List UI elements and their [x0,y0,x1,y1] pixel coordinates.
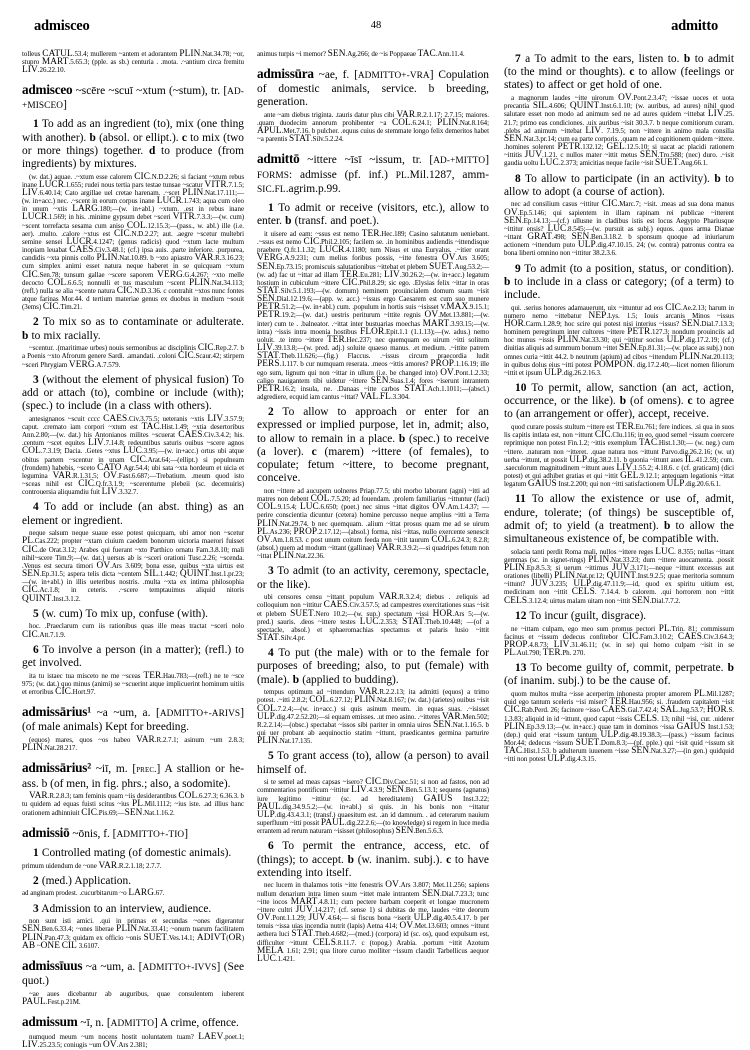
sense-definition: 11 To allow the existence or use of, admit, endure, tolerate; (of things) be susceptible of, admit of; to yield (a treatment). b to allow the simultaneous existence of, be compatible with. [504,493,734,545]
sense-definition: 8 To allow to participate (in an activity). b to allow to adopt (a course of action). [504,172,734,198]
dictionary-entry-headword: admissūra ~ae, f. [ADMITTO+-VRA] Copulation of domestic animals, service. b breeding, generation. [257,65,489,109]
sense-definition: 2 To mix so as to contaminate or adulterate. b to mix racially. [22,316,244,342]
sense-definition: 7 a To admit to the ears, listen to. b to admit (to the mind or thoughts). c to allow (feelings or states) to affect or get hold of one. [504,53,734,92]
citation-block: non sunt isti amici. .qui in primas et secundas ~ones digerantur SEN.Ben.6.33.4; ~ones liberae PLIN.Nat.33.41; ~onum tuarum facilitatem PLIN.Pan.47.3; quidam ex officio ~onis SUET.Ves.14.1; ADIVT(OR) AB ~ONE CIL 3.6107. [22,917,244,951]
citation-block: numquod meum ~um nocens hostit uoluntatem tuam? LAEV.poet.1; LIV.25.23.5; coniugis ~um OV.Ars 2.381; [22,1031,244,1050]
column-2 [257,48,490,964]
sense-definition: 10 To permit, allow, sanction (an act, action, occurrence, or the like). b (of omens). c to agree to (an arrangement or offer), accept, receive. [504,382,735,421]
citation-block: quod curare possis stultum ~ittere est TER.Eu.761; fere indices. .si qua in suos lis capitis intlata est, non ~ittunt CIC.Clu.116; in eo, quod semel ~issum coercere reprimique non potest Fin.1.2; ~ittis exemplum TAC.Hist.1.30;— (w. neg.) cum ~ittere. .naturam non ~itteret. .quae natura nos ~ittunt Parvo.dig.26.2.16; (w. ut) uerba ~ittunt, ut possit ULP.dig.38.2.11. b quonia ~ittunt aues IL.41.2.59; cum. .saeculorum magnitudinem ~ittunt aues LIV.1.55.2; 4.18.6. c (cf. graticam) (dici potest) et qui adhibet gratias et qui ~ittit GEL.9.12.1; antequam legationis ~ittat legatum GAIUS Inst.2.200; qui non ~itti satisfactionem ULP.dig.20.6.6.1. [504,422,735,490]
running-head [34,18,718,40]
citation-block: it uisere ad eam: ~ssus est nemo TER.Hec.189; Casino salutatum ueniebant. .~ssus est nemo CIC.Phil.2.105; facilem se. .in hominibus audiendis ~ittendisque praebere Q.fr.1.1.32; LUCR.4.1180; tum Nisus et una Euryalus. .~itier orant VERG.A.9.231; cum melius foribus possis, ~itte fenestra OV.Ars 3.605; SEN.Ep.73.15; promiscuis salutationibus ~ittebat et plebem SUET.Aug.53.2;—(w. ad) fac ut ~ittar ad illam TER.Eu.281; LIV.30.26.2;—(w. in+acc.) legatum hostium in cubiculum ~ittere CIC.Phil.8.29; sic ego. .Elysias felix ~ittar in oras STAT.Silv.5.1.193;—(w. domum) neminem prouincialem domum suam ~isit SEN.Dial.12.19.6;—(app. w. acc.) ~issus ergo Caesarem est cum suo munere PETR.51.2;—(w. in+abl.) cum. .populum in hortis suis ~isisset V.MAX.9.15.1; PETR.19.2;—(w. dat.) uestris periturum ~ittite regnis OV.Met.13.881;—(w. inter) cum te . .balneator. .~ittat inter bustuarias moechas MART.3.93.15;—(w. intra) ~issis intra moenia hostibus FLOR.Epit.1.1 (1.1.13);—(w. adus.) nemo uoluit. .te intro ~ittere TER.Hec.237; nec quemquam eo uirum ~itti solitum LIV.39.13.8;—(w. pred. adj.) soluite quaeso manus. .et medium. .~ittite patrem STAT.Theb.11.626;—(fig.) Flaccus. .~issus circum praecordia ludit PERS.1.117. b cur numquam reserata. .meos ~ittis amores? PROP.1.16.19; ille ego sum, lignum qui non ~ittar in ullum (i.e. be changed into) OV.Pont.1.2.33; caligo nauigantem tibi uidetur ~ittere SEN.Suas.1.4; fores ~iserunt intrantem PETR.16.2; insula, ne. .Danaas ~itte carbos STAT.Ach.1.1011;—(abscl.) adgrediere, ecquid iam cantus ~ittat? VAL.FL.3.304. [257,228,490,403]
citation-block: ante ~am diebus triginta. .tauris datur plus cibi VAR.R.2.1.17; 2.7.15; maiores. .quam duodecim annorum prohibenter ~a COL.6.24.1; PLIN.Nat.8.164; APUL.Met.7.16. b pulcher. .equus cuius de stemmate longo felix demeritos habet ~a parentis STAT.Silv.5.2.24. [257,109,489,145]
citation-block: antesignanos ~scuit cccc CAES.Civ.3.75.5; ueteranis ~xtis LIV.3.57.9; caput. .cremato iam corpori ~xtum est TAC.Hist.1.49; ~xtia desertoribus Ann.2.80;—(w. dat.) his Antonianos milites ~scuerat CAES.Civ.3.4.2; his. .centum ~scet equites LIV.7.14.8; redeuntibus saturis ouibus ~scere agnos COL.7.3.19; Dacia. .Getes ~xtus LUC.3.95;—(w. in+acc.) ortus ubi atque obitus partem ~scentur in unam CIC.Arat.64;—(ellipt.) si populneam (frondem) habebis, ~sceto CATO Agr.54.4; ubi sata ~xta hordeum et uicia et legumina VAR.R.1.31.5; OV.Fast.6.687;—Trebatium. .meum quod isto ~sceas nihil est CIC.Q.fr.3.1.9; ~scerenturne plebeii (sc. decemuiris) controuersia aliquamdiu fuit LIV.3.32.7. [22,413,244,498]
sense-definition: 6 To involve a person (in a matter); (refl.) to get involved. [22,643,244,669]
dictionary-entry-headword: admittō ~ittere ~īsī ~issum, tr. [AD-+MITTO] FORMS: admisse (pf. inf.) PL.Mil.1287, amm- SIC.FL.agrim.p.99. [257,151,489,195]
sense-definition: 13 To become guilty of, commit, perpetrate. b (of inanim. subj.) to be the cause of. [504,662,734,688]
column-1 [12,48,245,1050]
sense-definition: 4 To add or include (an abst. thing) as an element or ingredient. [22,501,244,527]
citation-block: si te semel ad meas capsas ~isero? CIC.Div.Caec.51; si non ad fastos, non ad commentarios pontificum ~ittitur LIV.4.3.9; SEN.Ben.5.13.1; sequens (agnatus) iure legitimo ~ittitur (sc. ad hereditatem) GAIUS Inst.3.22; PAUL.dig.34.9.5.2;—(w. in+abl.) si quis. .in his bonis non ~ittatur ULP.dig.43.4.3.1; (transf.) quaesitum est. .an id damnum. . ad ceterarum nauium superfluum ~itti possit PAUL.dig.22.2.6;—(to knowledge) si regem in luce media errantem ad rerum naturam ~isisset (philosophus) SEN.Ben.5.6.3. [257,777,489,837]
sense-definition: 5 (w. cum) To mix up, confuse (with). [33,607,208,620]
sense-definition: 6 To permit the entrance, access, etc. of (things); to accept. b (w. inanim. subj.). c to have extending into itself. [257,840,489,879]
dictionary-entry-headword: admissiō ~ōnis, f. [ADMITTO+-TIO] [22,824,189,840]
sense-definition: 4 To put (the male) with or to the female for purposes of breeding; also, to put (female) with (male). b (applied to budding). [257,647,489,686]
citation-block: ad anginam prodest. .cucurbitarum ~o LARG.67. [22,888,165,899]
column-3 [502,48,734,953]
citation-block: nec lucem in thalamos totis ~itte fenestris OV.Ars 3.807; Met.11.256; sapiens nullum denarium intra limen suum ~ittet male intrantem SEN.Dial.7.23.3; tunc ~itte iocos MART.4.8.11; cum pectere barbam coeperit et longae mucronem ~ittere cultri JUV.14.217; (cf. sense 1) si dubitas de me, laudes ~itte deorum OV.Pont.1.1.29; JUV.4.64;— si fiscus bona ~iserit ULP.dig.40.5.4.17. b per tenuis ~issa uias incendia nutrit (lapis) Aetna 414; OV.Met.13.603; omnes ~ittunt aethera luci STAT.Theb.4.682;—(med.) (corpora) id (sc. os), quod expulsum est, difficulter ~ittunt CELS.8.11.7. c (topog.) Arabia. .portum ~ittit Azotum MELA 1.61; 2.91; qua litore curuo molliter ~issum claudit Tarbellicus aequor LUC.1.421. [257,880,490,964]
sense-definition: 1 To add as an ingredient (to), mix (one thing with another). b (absol. or ellipt.). c to mix (two or more things) together. d to produce (from ingredients) by mixtures. [22,118,245,170]
citation-block: primum uidendum de ~one VAR.R.2.1.18; 2.7.7. [22,860,162,871]
dictionary-entry-headword: admissum ~ī, n. [ADMITTO] A crime, offence. [22,1014,239,1030]
sense-definition: 9 To admit (to a position, status, or condition). b to include in a class or category; (of a term) to include. [504,262,734,301]
citation-block: (w. dat.) aquae. .~xtum esse calorem CIC.N.D.2.26; si faciant ~xtum rebus inane LUCR.1.655; rudei nous tertia pars testae tunsae ~scatur VITR.7.1.5; LIV.6.40.14; Cato argillae uel cretae harenam. .~scet PLIN.Nat.17.111;—(w. in+acc.) nec. .~scent in eorum corpus inane LUCR.1.743; aqua cum oleo in unum ~xtis LARG.180;—(w. in+abl.) ~xtum. .est in rebus inane LUCR.1.569; in his. .minime gypsum debet ~sceri VITR.7.3.3;—(w. cum) ~scent torrefacta sesama cum aniso COL.12.15.3;—(pass., w. abl.) ille (i.e. aer). .multo. .calore ~xtus est CIC.N.D.2.27; aut. .aegre ~scetur multebri semine sensei LUCR.4.1247; (genus radicis) quod ~xtum lacte multum inopiam leuabat CAES.Civ.3.48.1; (cf.) ipsa auis. .parte inferiore. .purpurea, candidis ~xta pinnis collo PLIN.Nat.10.89. b ~xto apiastro VAR.R.3.16.23; cum simplex animi esset natura neque haberet in se quicquam ~xtum CIC.Sen.78; tunsum gallae ~scere saporem VERG.G.4.267; ~xto melle decocto COL.6.6.5; nonnulli et tus masculum ~scent PLIN.Nat.34.113; (refl.) nulla se alia ~scente natura CIC.N.D.3.36. c contrahit ~xtos nunc fontes atque farinas Mor.44. d tertium materiae genus ex duobus in medium ~souit (3ems) CIC.Tim.21. [22,171,245,313]
citation-block: ~scentur. .(maritimae urbes) nouis sermonibus ac disciplinis CIC.Rep.2.7. b a Poenis ~xto Afrorum genere Sardi. .amandati. .coloni CIC.Scaur.42; stirpem ~sceri Phrygiam VERG.A.7.579. [22,343,244,370]
citation-block: animus turpis ~i memor? SEN.Ag.266; de ~is Poppaeae TAC.Ann.11.4. [257,48,465,59]
sense-definition: 2 (med.) Application. [33,874,132,887]
sense-definition: 3 To admit (to an activity, ceremony, spectacle, or the like). [257,565,489,591]
citation-block: non ~ittere ad aucupem uolneres Priap.77.5; ubi morbo laborant (agni) ~itti ad matres non debent COL.7.5.20; ad fouendam. .prolem familiarius ~ittuntur (faci) COL.9.15.4; LUC.6.650; (poet.) nec sinus ~ittat digitos OV.Am.1.4.37; —perire conscientia dicuntur (cetera) homine percusso neque amplius ~itti a Terra PLIN.Nat.29.74. b nec quemquam. .alium ~ittat prosus quam me ad se uirum PL.As.236; PROP.2.17.12;—(absol.) forma, nisi ~ittas, nullo exercente senescit OV.Am.1.8.53. c post unum coitum feeda non ~ittit taurum COL.6.24.3; 8.2.8; (absol.) quem ad modum ~ittant (gallinae) VAR.R.3.9.2;—si quadripes fetum non ~ittat PLIN.Nat.22.36. [257,486,490,562]
citation-block: a magnorum laudes ~itte uirorum OV.Pont.2.3.47; ~issae uoces et uota precantia SIL.4.606; QUINT.Inst.6.1.10; (w. auribus, ad aures) nihil quod salutare esset non modo ad animum sed ne ad aures quidem ~ittebat LIV.25. 21.7; primo eas condiciones. .uix auribus ~isit 30.3.7. b neque comitiorum curam. .plebs ad animum ~ittebat LIV. 7.19.5; non ~ittere in animo mala consilia SEN.Nat.3.pr.14; cum ea parte corporis. .quam ne ad cognitionem quidem ~ittere. .homines solerent PETR.132.12; GEL.12.5.10; si uacat ac placidi rationem ~ittitis JUV.1.21. c nullos mater ~ittit metus SEN.Tro.588; (nec) duro. .~isit gaudia uoltu LUC.2.373; amicitias neque facile ~isit SUET.Aug.66.1. [504,93,735,169]
page-number: 48 [370,20,382,31]
sense-definition: 5 To grant access (to), allow (a person) to avail himself of. [257,750,489,776]
sense-definition: 1 Controlled mating (of domestic animals). [33,846,232,859]
sense-definition: 1 To admit or receive (visitors, etc.), allow to enter. b (transf. and poet.). [257,202,489,228]
sense-definition: 3 Admission to an interview, audience. [33,902,212,915]
running-head-right: admitto [671,18,718,34]
dictionary-entry-headword: admissīuus ~a ~um, a. [ADMITTO+-IVVS] (See quot.) [22,957,244,988]
citation-block: quom multos multa ~isse acerperim inhonesta propter amorem PL.Mil.1287; quid ego tantum sceleris ~isi miser? TER.Hau.956; si. .fraudem capitalem ~isit CIC.Rab.Perd. 26; facinore ~isso CAES.Gal.7.42.4; SAL.Jug.53.7; HOR.S. 1.3.83; aliquid in id ~ittunt, quod caput ~issis CELS. 13; nihil ~isi, cur. .uiderer PLIN.Ep.3.9.13;—(w. in+acc.) quae tam in dominos ~issa GAIUS Inst.1.53; (dep.) quid erat ~issum tantum ULP.dig.48.19.38.3;—(pass.) ~issum facinus Mor.44; dedecus ~issum SUET.Dom.8.3;—(pf. pple.) qui ~isit quid ~issum sit TAC.Hist.1.53. b adulterum iuuenem ~isse SEN.Nat.3.27;—(in gen.) quidquid ~itti non potest ULP.dig.4.3.15. [504,689,734,765]
citation-block: ~ae aues dicebantur ab auguribus, quae consulentem iuberent PAUL.Fest.p.21M. [22,989,244,1007]
citation-block: qui. .serius honores adamauerunt, uix ~ittuntur ad eos CIC.Ae.2.13; harum in numero nemo ~ittebatur NEP.Lys. 1.5; Iouis arcanis Minos ~issus HOR.Carm.1.28.9; hoc scire qui potest nisi interius ~issus? SEN.Dial.7.13.3; hominem peregrinum inter cultores ~ittere PETR.127.3; nondum prouinciis ad hoc munus ~issis PLIN.Nat.33.30; qui ~ittitur socius ULP.dig.17.2.19; (cf.) diuitias aliquis ad summum bonum ~ittet SEN.Ep.81.31;—(w. place as subj.) non omnes curia ~ittit 44.2. b neutrum (apium) ad cibos ~ittendum PLIN.Nat.20.113; in quibus dolus eius ~itti potest POMPON. dig.17.2.40;—licet nomen filiorum ~ittit et ipsum ULP.dig.26.2.16.3. [504,302,734,378]
citation-block: ne ~ittam culpam, ego meo sum promus pectori PL.Trin. 81; commissum facinus et ~issum dedecus confitebor CIC.Fam.3.10.2; CAES.Civ.3.64.3; PROP.4.8.73; LIV.31.46.11; (w. in se) qui homo culpam ~isit in se PL.Aul.790; TER.Ph. 270. [504,623,735,658]
citation-block: solacia tanti perdit Roma mali, nullos ~ittere reges LUC. 8.355; nullas ~ittant gemmas (sc. in signet-rings) PLIN.Nat.33.23; dum ~ittere auocamenta. .possit PLIN.Ep.8.5.3; si uerum ~ittimus JUV.3.171;—neque ~ittunt excessus aut orationes (libelli) PLIN.Nat.pr.12; QUINT.Inst.9.2.5; quae meritoria somnum ~ittunt? JUV.3.235; ULP.dig.47.11.9;—id, quod ex spiritu uitium est, medicinam non ~ittit CELS. 7.14.4. b calorem. .qui horrorem non ~ittit CELS.3.12.4; uirtus malam uitam non ~ittit SEN.Dial.7.7.2. [504,546,735,606]
citation-block: hoc. .Praeclarum cum iis rationibus quas ille meas tractat ~sceri nolo CIC.Att.7.1.9. [22,622,244,640]
dictionary-entry-headword: admisceo ~scēre ~scuī ~xtum (~stum), tr. [AD-+MISCEO] [22,81,244,112]
running-head-left: admisceo [34,18,90,34]
citation-block: VAR.R.2.8.3; tam feminis quam ~iis desiderantibus COL.6.27.3; 6.36.3. b tu quidem ad equas fuisti scitus ~ius PL.Mil.1112; ~ius iste. .ad illius hanc orationem adhinniuit CIC.Pis.69;—SEN.Nat.1.16.2. [22,791,244,818]
citation-block: tolleus CATUL.53.4; mullerem ~antem et adorantem PLIN.Nat.34.78; ~or, stupro MART.5.65.3; (pple. as sb.) centuria . .mota. .~antium circa fremitu LIV.26.22.10. [22,48,245,75]
dictionary-entry-headword: admissārius² ~iī, m. [prec.] A stallion or he-ass. b (of men, in fig. phrs.; also, a sodomite). [22,760,244,790]
citation-block: tempus optimum ad ~ittendum VAR.R.2.2.13; ita admitti (equos) a trimo potest. .~itti 2.8.2; COL.6.27.12; PLIN.Nat.8.167; (w. dat.) (arietes) ouibus ~isit COL.7.2.4;—(w. in+acc.) si quis asinum meum. .in equas suas. .~isisset ULP.dig.47.2.52.20;—si equam emisses. .ut meo asino. .~itteres VAR.Men.502; R.2.2.14;—(obsc.) spectabat ~issos sibi pariter in omnia uiros SEN.Nat.1.16.5. b qui uer probant ab aequinoctio statim ~ittunt, praedicantes germina parturire PLIN.Nat.17.135. [257,687,490,747]
citation-block: neque salsum neque suaue esse potest quicquam, ubi amor non ~scetur PL.Cas.222; propter ~xtam ciuium caedem bonorum uictoria maerori fuisset CIC.de Orat.3.12; Arabes qui fuerant ~xto Parthico ornatu Fam.3.8.10; mali nihil~scere Tim.9;—(w. dat.) uersus ab is ~sceri orationi Tusc.2.26; ~scenda. .Venus est secura timori OV.Ars 3.609; bona esse, quibus ~xta uirtus est SEN.Ep.31.5; aspera telis dicta ~centem SIL.1.442; QUINT.Inst.1.pr.23;—(w. in+abl.) in illis ueteribus nostris. .multa ~xta ex intima philosophia CIC.Ac.1.8; in ceteris. .~scere temptauimus aliquid nitoris QUINT.Inst.3.1.2. [22,529,244,604]
citation-block: ubi censores censu ~ittant populum VAR.R.3.2.4; diebus . .reliquis ad colloquium non ~ittitur CAES.Civ.3.57.5; ad campestres exercitationes suas ~isit et plebem SUET.Nero 10.2;—(w. sup.) spectatum ~issi HOR.Ars 5;—(w. pred.) sauris. .deos ~ittere testes LUC.2.353; STAT.Theb.10.448; —(of a spectacle, absol.) et sphaeromachias spectamus et palaris lusio ~ittit STAT.Silv.4.pr. [257,592,490,643]
citation-block: ita tu istaec tua misceto ne me ~sceas TER.Hau.783;—(refl.) ne te ~sce 975; (w. dat.) quo minus (animi) se ~scuerint atque implicuerint hominum uitiis et erroribus CIC.Hort.97. [22,670,245,697]
dictionary-entry-headword: admissārius¹ ~a ~um, a. [ADMITTO+-ARIVS] (of male animals) Kept for breeding. [22,704,244,734]
columns-container [12,48,738,1050]
sense-definition: 12 To incur (guilt, disgrace). [515,609,647,622]
sense-definition: 3 (without the element of physical fusion) To add or attach (to), combine or include (with); (spec.) to include (in a class with others). [22,373,244,413]
citation-block: nec ad consilium casus ~ittitur CIC.Marc.7; ~isit. .meas ad sua dona manus OV.Ep.5.146; qui sapientem in illam rapinam rei publicae ~itterent SEN.Ep.14.13;—(cf.) ullusne in cladibus istis est locus Aegypto Phariusque ~ittitur ensis? LUC.8.545;—(w. pursuit as subj.) equos. .quos arma Dianae ~ittant GRAT.498; SEN.Ben.3.18.2. b sponsum quoque ad iniuriarum actionem ~ittendum puto ULP.dig.47.10.15. 24; (w. contra) patronus contra ea bona liberti omnino non ~ittitur 38.2.3.6. [504,199,734,258]
citation-block: (equos) mares, quos ~os habeo VAR.R.2.7.1; asinum ~um 2.8.3; PLIN.Nat.28.217. [22,735,244,754]
sense-definition: 2 To allow to approach or enter for an expressed or implied purpose, let in, admit; also, to allow to remain in a place. b (spec.) to receive (a lover). c (marem) ~ittere (of females), to copulate; fetum ~ittere, to become pregnant, conceive. [257,406,489,485]
